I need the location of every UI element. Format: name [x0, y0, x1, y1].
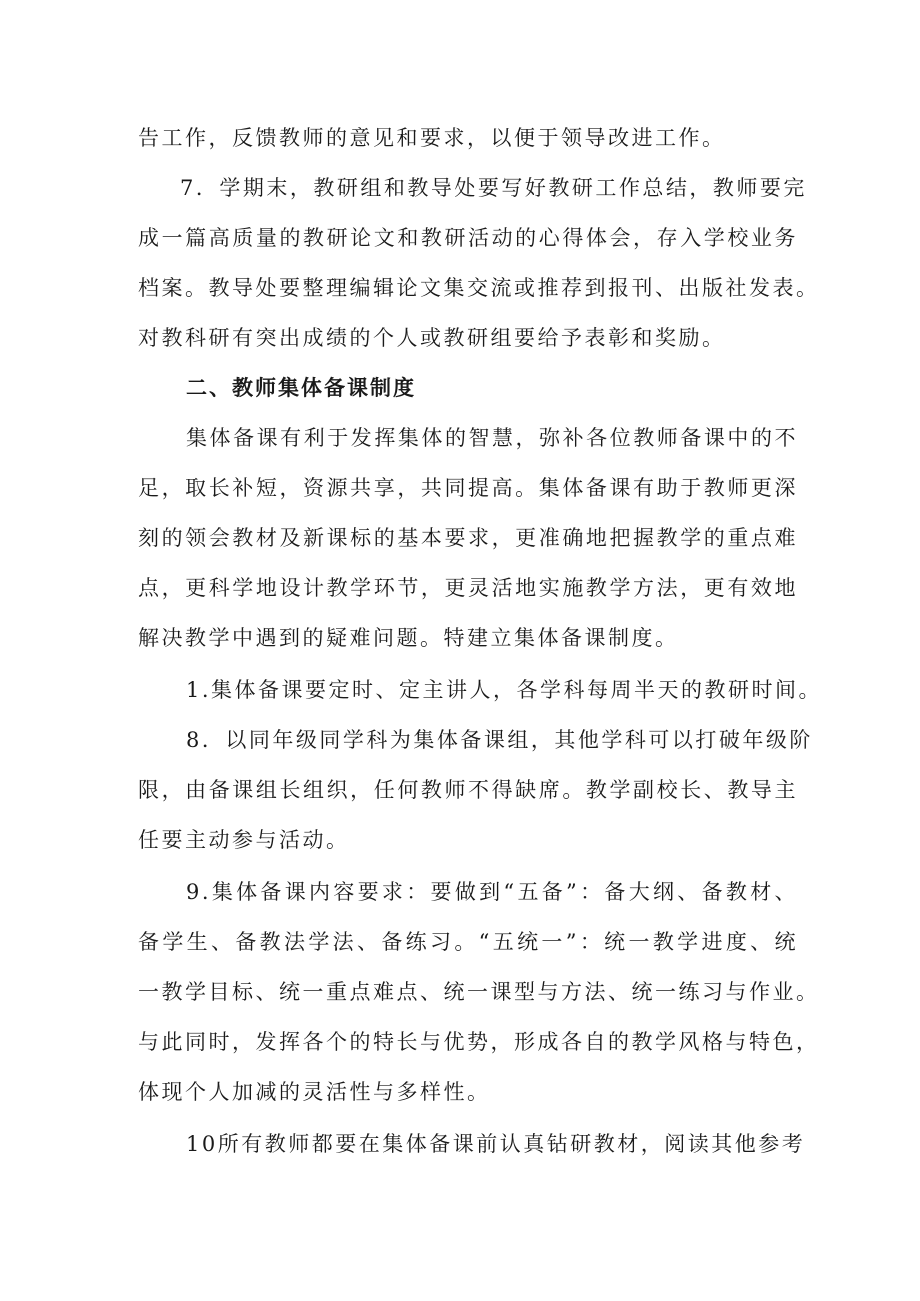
section-heading: 二、教师集体备课制度 [186, 376, 416, 400]
paragraph-line: 8．以同年级同学科为集体备课组，其他学科可以打破年级阶 [186, 728, 813, 752]
paragraph-line: 10所有教师都要在集体备课前认真钻研教材，阅读其他参考 [186, 1132, 806, 1156]
paragraph-line: 与此同时，发挥各个的特长与优势，形成各自的教学风格与特色， [138, 1030, 820, 1054]
paragraph-line: 刻的领会教材及新课标的基本要求，更准确地把握教学的重点难 [138, 526, 798, 550]
paragraph-line: 档案。教导处要整理编辑论文集交流或推荐到报刊、出版社发表。 [138, 276, 820, 300]
paragraph-line: 告工作，反馈教师的意见和要求，以便于领导改进工作。 [138, 126, 726, 150]
paragraph-line: 7．学期末，教研组和教导处要写好教研工作总结，教师要完 [180, 176, 807, 200]
paragraph-line: 限，由备课组长组织，任何教师不得缺席。教学副校长、教导主 [138, 778, 798, 802]
paragraph-line: 集体备课有利于发挥集体的智慧，弥补各位教师备课中的不 [186, 426, 798, 450]
paragraph-line: 成一篇高质量的教研论文和教研活动的心得体会，存入学校业务 [138, 226, 798, 250]
paragraph-line: 任要主动参与活动。 [138, 828, 350, 852]
paragraph-line: 体现个人加减的灵活性与多样性。 [138, 1080, 491, 1104]
paragraph-line: 点，更科学地设计教学环节，更灵活地实施教学方法，更有效地 [138, 576, 798, 600]
paragraph-line: 备学生、备教法学法、备练习。“五统一”：统一教学进度、统 [138, 930, 798, 954]
paragraph-line: 1.集体备课要定时、定主讲人，各学科每周半天的教研时间。 [186, 678, 823, 702]
paragraph-line: 足，取长补短，资源共享，共同提高。集体备课有助于教师更深 [138, 476, 798, 500]
paragraph-line: 一教学目标、统一重点难点、统一课型与方法、统一练习与作业。 [138, 980, 820, 1004]
paragraph-line: 9.集体备课内容要求：要做到“五备”：备大纲、备教材、 [186, 880, 798, 904]
paragraph-line: 解决教学中遇到的疑难问题。特建立集体备课制度。 [138, 626, 679, 650]
paragraph-line: 对教科研有突出成绩的个人或教研组要给予表彰和奖励。 [138, 326, 726, 350]
